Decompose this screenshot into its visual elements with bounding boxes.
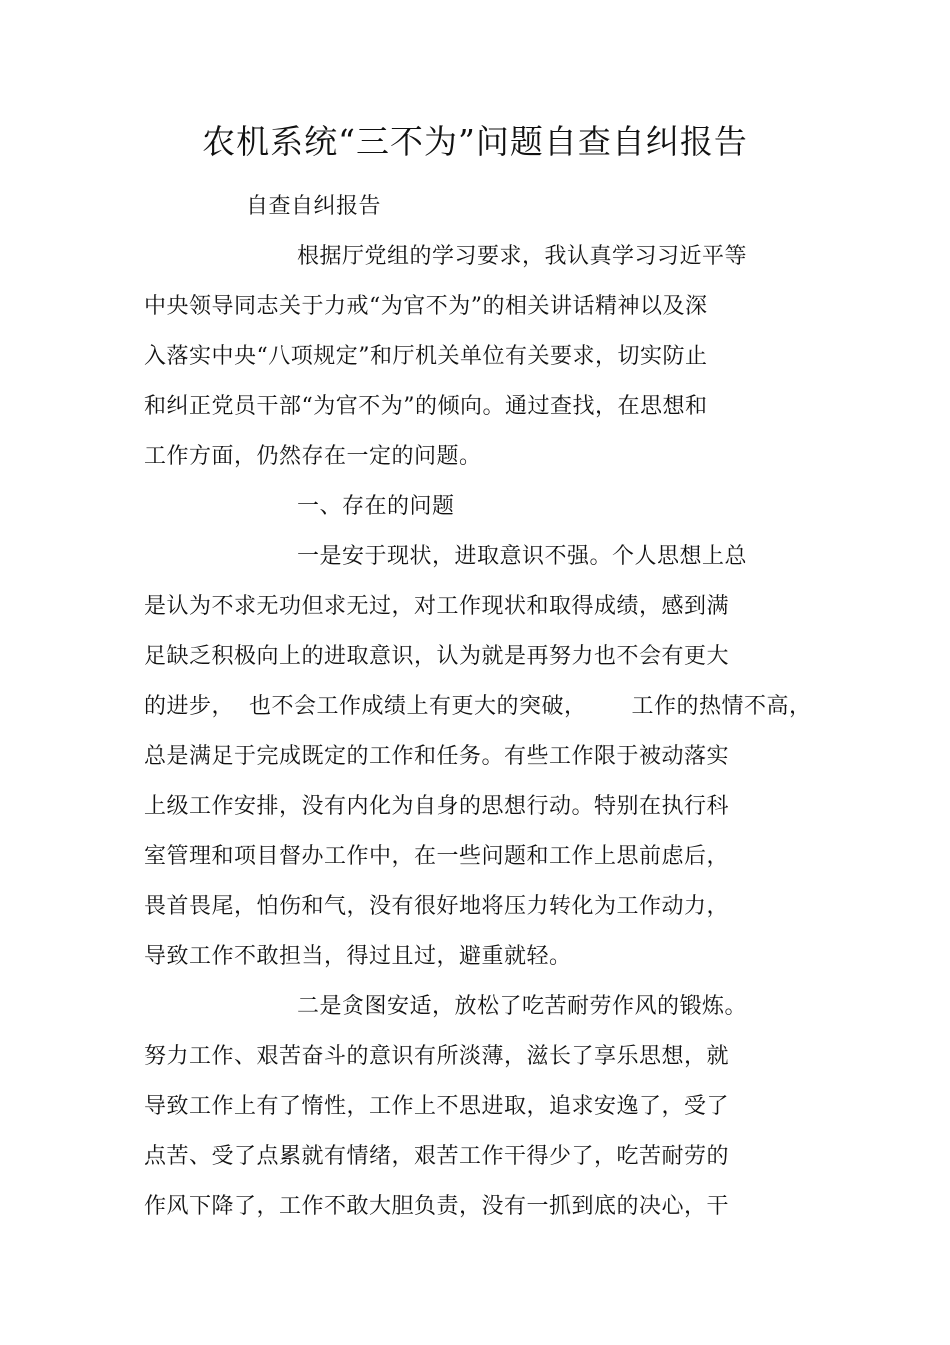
paragraph-line: 总是满足于完成既定的工作和任务。有些工作限于被动落实 [144, 744, 730, 769]
paragraph-line: 畏首畏尾，怕伤和气，没有很好地将压力转化为工作动力， [144, 894, 730, 919]
paragraph-line: 足缺乏积极向上的进取意识，认为就是再努力也不会有更大 [144, 644, 730, 669]
paragraph-line: 努力工作、艰苦奋斗的意识有所淡薄，滋长了享乐思想，就 [144, 1044, 730, 1069]
paragraph-line: 点苦、受了点累就有情绪，艰苦工作干得少了，吃苦耐劳的 [144, 1144, 730, 1169]
paragraph-line: 中央领导同志关于力戒“为官不为”的相关讲话精神以及深 [144, 294, 708, 319]
paragraph-line: 上级工作安排，没有内化为自身的思想行动。特别在执行科 [144, 794, 730, 819]
document-subtitle: 自查自纠报告 [246, 194, 382, 219]
paragraph-line: 工作方面，仍然存在一定的问题。 [144, 444, 482, 469]
paragraph-line: 一是安于现状，进取意识不强。个人思想上总 [297, 544, 748, 569]
paragraph-line: 是认为不求无功但求无过，对工作现状和取得成绩，感到满 [144, 594, 730, 619]
document-title: 农机系统“三不为”问题自查自纠报告 [202, 122, 748, 161]
paragraph-line: 的进步， 也不会工作成绩上有更大的突破， 工作的热情不高， [144, 694, 812, 719]
paragraph-line: 室管理和项目督办工作中，在一些问题和工作上思前虑后， [144, 844, 730, 869]
paragraph-line: 导致工作上有了惰性，工作上不思进取，追求安逸了，受了 [144, 1094, 730, 1119]
paragraph-line: 和纠正党员干部“为官不为”的倾向。通过查找，在思想和 [144, 394, 708, 419]
paragraph-line: 根据厅党组的学习要求，我认真学习习近平等 [297, 244, 748, 269]
paragraph-line: 导致工作不敢担当，得过且过，避重就轻。 [144, 944, 572, 969]
paragraph-line: 二是贪图安适，放松了吃苦耐劳作风的锻炼。 [297, 994, 748, 1019]
section-heading: 一、存在的问题 [297, 494, 455, 519]
paragraph-line: 作风下降了，工作不敢大胆负责，没有一抓到底的决心，干 [144, 1194, 730, 1219]
paragraph-line: 入落实中央“八项规定”和厅机关单位有关要求，切实防止 [144, 344, 708, 369]
